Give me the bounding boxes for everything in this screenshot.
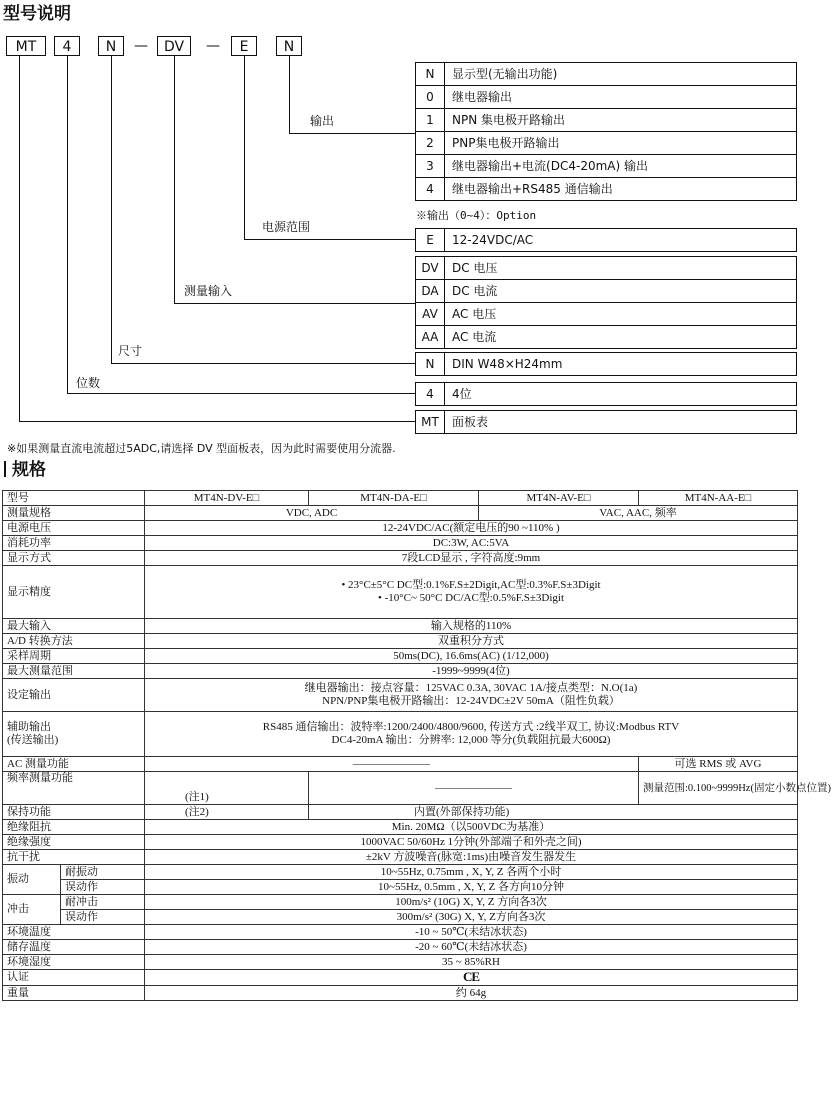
table-row — [3, 925, 798, 940]
leader-line — [174, 56, 175, 304]
table-row — [3, 679, 798, 712]
code-box-output: N — [276, 36, 302, 56]
row-label: 保持功能 — [3, 805, 145, 820]
cell-value — [145, 712, 798, 757]
option-row — [415, 85, 797, 109]
leader-line — [19, 421, 415, 422]
option-row — [415, 256, 797, 280]
leader-line — [244, 56, 245, 240]
spec-table — [2, 490, 831, 1001]
cell-value: 测量范围:0.100~9999Hz(固定小数点位置) — [639, 772, 798, 805]
cell-value: 300m/s² (30G) X, Y, Z方向各3次 — [145, 910, 798, 925]
table-row — [3, 986, 798, 1001]
option-code: 4 — [416, 383, 445, 405]
row-label: 消耗功率 — [3, 536, 145, 551]
option-desc: NPN 集电极开路输出 — [452, 113, 566, 127]
table-row — [3, 955, 798, 970]
group-label-size: 尺寸 — [118, 344, 143, 358]
option-row — [415, 108, 797, 132]
option-code: MT — [416, 411, 445, 433]
cell-value: 1000VAC 50/60Hz 1分钟(外部端子和外壳之间) — [145, 835, 798, 850]
cell-value: 50ms(DC), 16.6ms(AC) (1/12,000) — [145, 649, 798, 664]
option-desc: 面板表 — [452, 415, 489, 429]
leader-line — [111, 56, 112, 364]
row-label: 采样周期 — [3, 649, 145, 664]
cell-value: VAC, AAC, 频率 — [479, 506, 798, 521]
cell-value: 双重积分方式 — [145, 634, 798, 649]
spec-section-title — [4, 455, 46, 480]
row-label — [3, 712, 145, 757]
row-label: 电源电压 — [3, 521, 145, 536]
row-label: 设定输出 — [3, 679, 145, 712]
option-desc: 继电器输出 — [452, 90, 513, 104]
cell-value: ——————— — [309, 772, 639, 805]
table-row — [3, 865, 798, 880]
option-code: 2 — [416, 132, 445, 154]
row-label: 重量 — [3, 986, 145, 1001]
note-marker: (注1) — [145, 772, 309, 805]
code-box-series: MT — [6, 36, 46, 56]
cell-value: -10 ~ 50℃(未结冰状态) — [145, 925, 798, 940]
cell-value: -20 ~ 60℃(未结冰状态) — [145, 940, 798, 955]
option-row — [415, 228, 797, 252]
option-row — [415, 62, 797, 86]
row-label: 显示精度 — [3, 566, 145, 619]
sub-label: 耐冲击 — [61, 895, 145, 910]
option-row — [415, 410, 797, 434]
cell-value: DC:3W, AC:5VA — [145, 536, 798, 551]
table-row — [3, 566, 798, 619]
table-row — [3, 940, 798, 955]
group-label-digits: 位数 — [76, 376, 101, 390]
cell-value — [145, 566, 798, 619]
leader-line — [289, 133, 415, 134]
table-row — [3, 536, 798, 551]
cell-value: 100m/s² (10G) X, Y, Z 方向各3次 — [145, 895, 798, 910]
cell-value: 10~55Hz, 0.5mm , X, Y, Z 各方向10分钟 — [145, 880, 798, 895]
row-label: 型号 — [3, 491, 145, 506]
option-desc: 4位 — [452, 387, 472, 401]
table-row — [3, 649, 798, 664]
dash-separator: — — [134, 38, 148, 54]
leader-line — [111, 363, 415, 364]
option-code: 3 — [416, 155, 445, 177]
option-code: DA — [416, 280, 445, 302]
table-row — [3, 970, 798, 986]
sub-label: 误动作 — [61, 880, 145, 895]
cell-value: 内置(外部保持功能) — [309, 805, 798, 820]
cell-value: ——————— — [145, 757, 639, 772]
table-row — [3, 491, 798, 506]
row-label: 环境温度 — [3, 925, 145, 940]
group-label-output: 输出 — [310, 114, 335, 128]
footnote: ※如果测量直流电流超过5ADC,请选择 DV 型面板表，因为此时需要使用分流器. — [7, 442, 396, 455]
table-row — [3, 805, 798, 820]
cell-value: 7段LCD显示 , 字符高度:9mm — [145, 551, 798, 566]
row-label: 储存温度 — [3, 940, 145, 955]
row-label: 最大测量范围 — [3, 664, 145, 679]
row-label: 显示方式 — [3, 551, 145, 566]
row-label: 绝缘强度 — [3, 835, 145, 850]
cell-value — [145, 970, 798, 986]
option-row — [415, 325, 797, 349]
group-label-input: 测量输入 — [184, 284, 233, 298]
code-box-size: N — [98, 36, 124, 56]
table-row — [3, 850, 798, 865]
table-row — [3, 712, 798, 757]
dash-separator: — — [206, 38, 220, 54]
table-row — [3, 551, 798, 566]
model-cell: MT4N-DA-E□ — [309, 491, 479, 506]
row-label: 认证 — [3, 970, 145, 986]
row-label: 振动 — [3, 865, 61, 895]
table-row — [3, 664, 798, 679]
model-cell: MT4N-AA-E□ — [639, 491, 798, 506]
cell-value: ±2kV 方波噪音(脉宽:1ms)由噪音发生器发生 — [145, 850, 798, 865]
option-desc: AC 电流 — [452, 330, 497, 344]
row-label: AC 测量功能 — [3, 757, 145, 772]
spec-title-text: 规格 — [12, 460, 46, 480]
model-cell: MT4N-AV-E□ — [479, 491, 639, 506]
aux-output-line: RS485 通信输出：波特率:1200/2400/4800/9600, 传送方式 :2线半双工, 协议:Modbus RTV — [262, 721, 680, 733]
option-desc: PNP集电极开路输出 — [452, 136, 560, 150]
option-desc: 显示型(无输出功能) — [452, 67, 558, 81]
cell-value: VDC, ADC — [145, 506, 479, 521]
leader-line — [19, 56, 20, 422]
aux-label-line: (传送输出) — [7, 734, 59, 746]
cell-value: 10~55Hz, 0.75mm , X, Y, Z 各两个小时 — [145, 865, 798, 880]
option-row — [415, 154, 797, 178]
leader-line — [289, 56, 290, 134]
leader-line — [67, 56, 68, 394]
leader-line — [174, 303, 415, 304]
option-row — [415, 177, 797, 201]
table-row — [3, 820, 798, 835]
option-desc: 12-24VDC/AC — [452, 233, 534, 247]
option-code: 0 — [416, 86, 445, 108]
option-code: 4 — [416, 178, 445, 200]
option-code: E — [416, 229, 445, 251]
table-row — [3, 895, 798, 910]
code-box-input: DV — [157, 36, 191, 56]
aux-label-line: 辅助输出 — [7, 721, 51, 733]
option-code: DV — [416, 257, 445, 279]
leader-line — [67, 393, 415, 394]
option-desc: DIN W48×H24mm — [452, 357, 563, 371]
model-section-title: 型号说明 — [3, 4, 71, 24]
row-label: 抗干扰 — [3, 850, 145, 865]
table-row — [3, 506, 798, 521]
cell-value: Min. 20MΩ（以500VDC为基准） — [145, 820, 798, 835]
ce-mark-icon: CE — [462, 969, 480, 984]
row-label: 冲击 — [3, 895, 61, 925]
table-row — [3, 521, 798, 536]
option-code: 1 — [416, 109, 445, 131]
row-label: 环境湿度 — [3, 955, 145, 970]
option-code: N — [416, 353, 445, 375]
code-box-digits: 4 — [54, 36, 80, 56]
output-note: ※输出（0~4）：Option — [416, 209, 537, 222]
row-label: 绝缘阻抗 — [3, 820, 145, 835]
set-output-line: NPN/PNP集电极开路输出：12-24VDC±2V 50mA（阻性负载） — [322, 695, 620, 707]
option-row — [415, 279, 797, 303]
set-output-line: 继电器输出：接点容量：125VAC 0.3A, 30VAC 1A/接点类型：N.O(1a) — [304, 682, 638, 694]
option-desc: 继电器输出+电流(DC4-20mA) 输出 — [452, 159, 648, 173]
cell-value: 约 64g — [145, 986, 798, 1001]
model-cell: MT4N-DV-E□ — [145, 491, 309, 506]
table-row — [3, 619, 798, 634]
option-desc: AC 电压 — [452, 307, 497, 321]
option-code: N — [416, 63, 445, 85]
cell-value: 输入规格的110% — [145, 619, 798, 634]
table-row — [3, 634, 798, 649]
cell-value: 可选 RMS 或 AVG — [639, 757, 798, 772]
table-row — [3, 835, 798, 850]
option-row — [415, 352, 797, 376]
option-row — [415, 302, 797, 326]
option-desc: 继电器输出+RS485 通信输出 — [452, 182, 613, 196]
table-row — [3, 880, 798, 895]
accuracy-line: • 23°C±5°C DC型:0.1%F.S±2Digit,AC型:0.3%F.S±3Digit — [341, 579, 601, 591]
sub-label: 误动作 — [61, 910, 145, 925]
group-label-power: 电源范围 — [262, 220, 311, 234]
option-code: AV — [416, 303, 445, 325]
note-marker: (注2) — [145, 805, 309, 820]
row-label: 测量规格 — [3, 506, 145, 521]
code-box-power: E — [231, 36, 257, 56]
table-row — [3, 757, 798, 772]
option-desc: DC 电流 — [452, 284, 498, 298]
row-label: 最大输入 — [3, 619, 145, 634]
cell-value — [145, 679, 798, 712]
cell-value: 35 ~ 85%RH — [145, 955, 798, 970]
sub-label: 耐振动 — [61, 865, 145, 880]
table-row — [3, 910, 798, 925]
row-label: A/D 转换方法 — [3, 634, 145, 649]
cell-value: 12-24VDC/AC(额定电压的90 ~110% ) — [145, 521, 798, 536]
option-desc: DC 电压 — [452, 261, 498, 275]
accuracy-line: • -10°C~ 50°C DC/AC型:0.5%F.S±3Digit — [377, 592, 565, 604]
option-row — [415, 382, 797, 406]
cell-value: -1999~9999(4位) — [145, 664, 798, 679]
leader-line — [244, 239, 415, 240]
aux-output-line: DC4-20mA 输出：分辨率: 12,000 等分(负载阻抗最大600Ω) — [331, 734, 611, 746]
row-label: 频率测量功能 — [3, 772, 145, 805]
table-row — [3, 772, 798, 805]
option-row — [415, 131, 797, 155]
option-code: AA — [416, 326, 445, 348]
